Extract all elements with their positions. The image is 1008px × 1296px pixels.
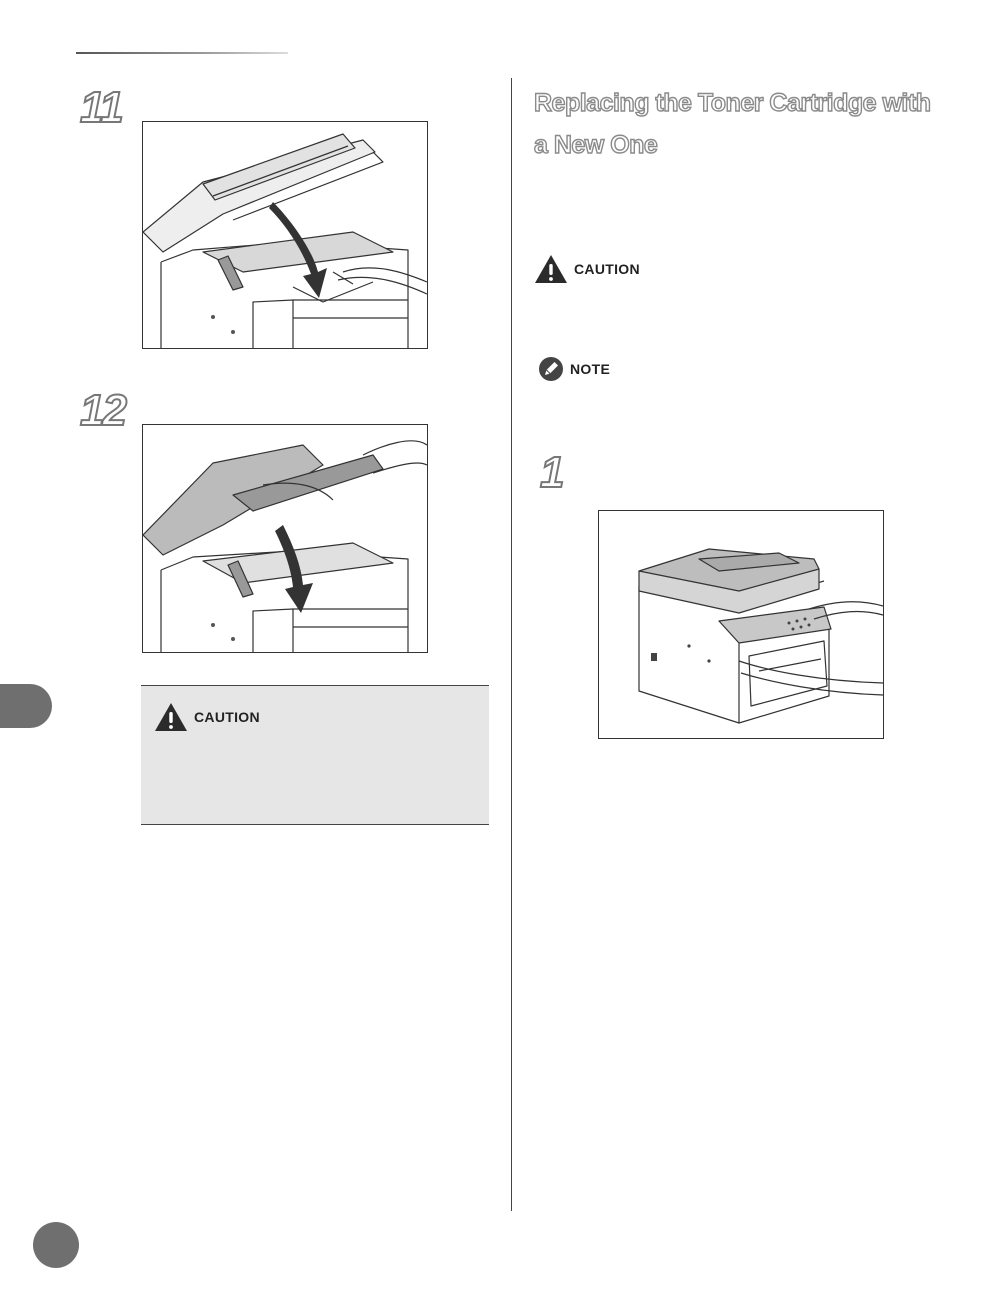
caution-box-label-row [154,702,260,732]
warning-triangle-icon [154,702,188,732]
caution-label: CAUTION [574,261,640,277]
step-number-1: 1 [540,448,563,497]
header-rule [76,52,288,54]
column-divider [511,78,512,1211]
warning-triangle-icon [534,254,568,284]
note-label: NOTE [570,361,611,377]
caution-label-row [534,254,640,284]
section-heading: Replacing the Toner Cartridge with a New One [534,89,931,159]
chapter-tab [0,684,52,728]
printer-front-illustration [599,511,883,738]
caution-box-label: CAUTION [194,709,260,725]
step-number-11: 11 [80,83,122,132]
caution-box [141,685,489,825]
printer-open-illustration [143,122,427,348]
pencil-note-icon [538,356,564,382]
page-number-marker [33,1222,79,1268]
printer-closing-illustration [143,425,427,652]
step-number-12: 12 [80,386,125,435]
note-label-row [538,356,610,382]
figure-lower-operation-panel [142,424,428,653]
figure-open-front-cover [598,510,884,739]
figure-close-scanning-platform [142,121,428,349]
